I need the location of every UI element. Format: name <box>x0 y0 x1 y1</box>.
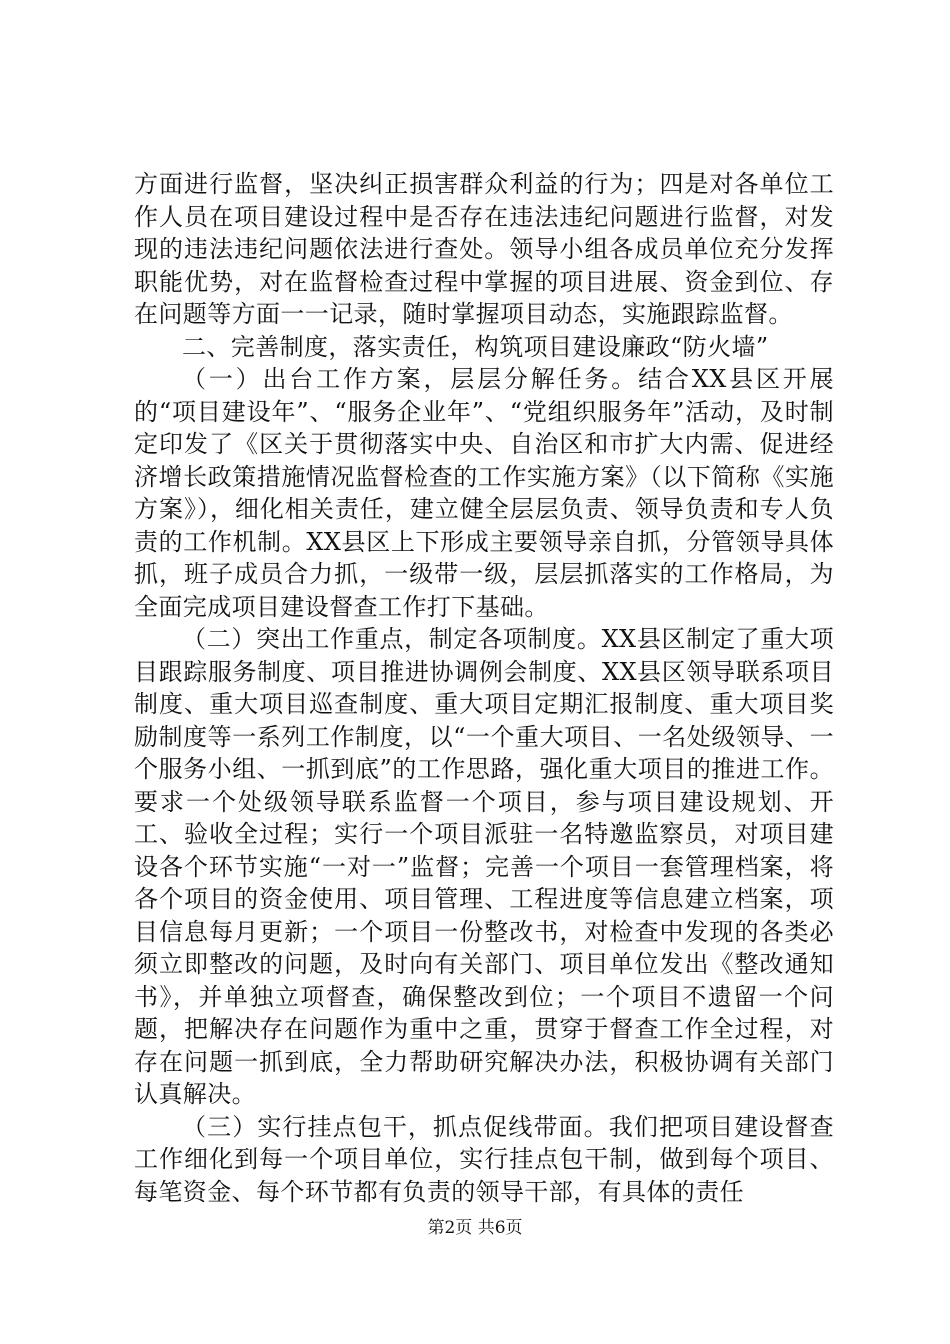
paragraph-work-plan: （一）出台工作方案，层层分解任务。结合XX县区开展的“项目建设年”、“服务企业年”、“党组织服务年”活动，及时制定印发了《区关于贯彻落实中央、自治区和市扩大内需、促进经济增长政策措施情况监督检查的工作实施方案》（以下简称《实施方案》），细化相关责任，建立健全层层负责、领导负责和专人负责的工作机制。XX县区上下形成主要领导亲自抓，分管领导具体抓，班子成员合力抓，一级带一级，层层抓落实的工作格局，为全面完成项目建设督查工作打下基础。 <box>134 365 834 621</box>
paragraph-key-systems: （二）突出工作重点，制定各项制度。XX县区制定了重大项目跟踪服务制度、项目推进协调例会制度、XX县区领导联系项目制度、重大项目巡查制度、重大项目定期汇报制度、重大项目奖励制度等一系列工作制度，以“一个重大项目、一名处级领导、一个服务小组、一抓到底”的工作思路，强化重大项目的推进工作。要求一个处级领导联系监督一个项目，参与项目建设规划、开工、验收全过程；实行一个项目派驻一名特邀监察员，对项目建设各个环节实施“一对一”监督；完善一个项目一套管理档案，将各个项目的资金使用、项目管理、工程进度等信息建立档案，项目信息每月更新；一个项目一份整改书，对检查中发现的各类必须立即整改的问题，及时向有关部门、项目单位发出《整改通知书》，并单独立项督查，确保整改到位；一个项目不遗留一个问题，把解决存在问题作为重中之重，贯穿于督查工作全过程，对存在问题一抓到底，全力帮助研究解决办法，积极协调有关部门认真解决。 <box>134 625 834 1108</box>
page-footer <box>0 1217 950 1239</box>
page-number: 第2页 共6页 <box>427 1218 523 1238</box>
paragraph-point-contracting: （三）实行挂点包干，抓点促线带面。我们把项目建设督查工作细化到每一个项目单位，实行挂点包干制，做到每个项目、每笔资金、每个环节都有负责的领导干部，有具体的责任 <box>134 1112 834 1206</box>
paragraph-continuation: 方面进行监督，坚决纠正损害群众利益的行为；四是对各单位工作人员在项目建设过程中是否存在违法违纪问题进行监督，对发现的违法违纪问题依法进行查处。领导小组各成员单位充分发挥职能优势，对在监督检查过程中掌握的项目进展、资金到位、存在问题等方面一一记录，随时掌握项目动态，实施跟踪监督。 <box>134 170 834 328</box>
document-body <box>134 168 834 1208</box>
section-heading: 二、完善制度，落实责任，构筑项目建设廉政“防火墙” <box>182 332 769 361</box>
